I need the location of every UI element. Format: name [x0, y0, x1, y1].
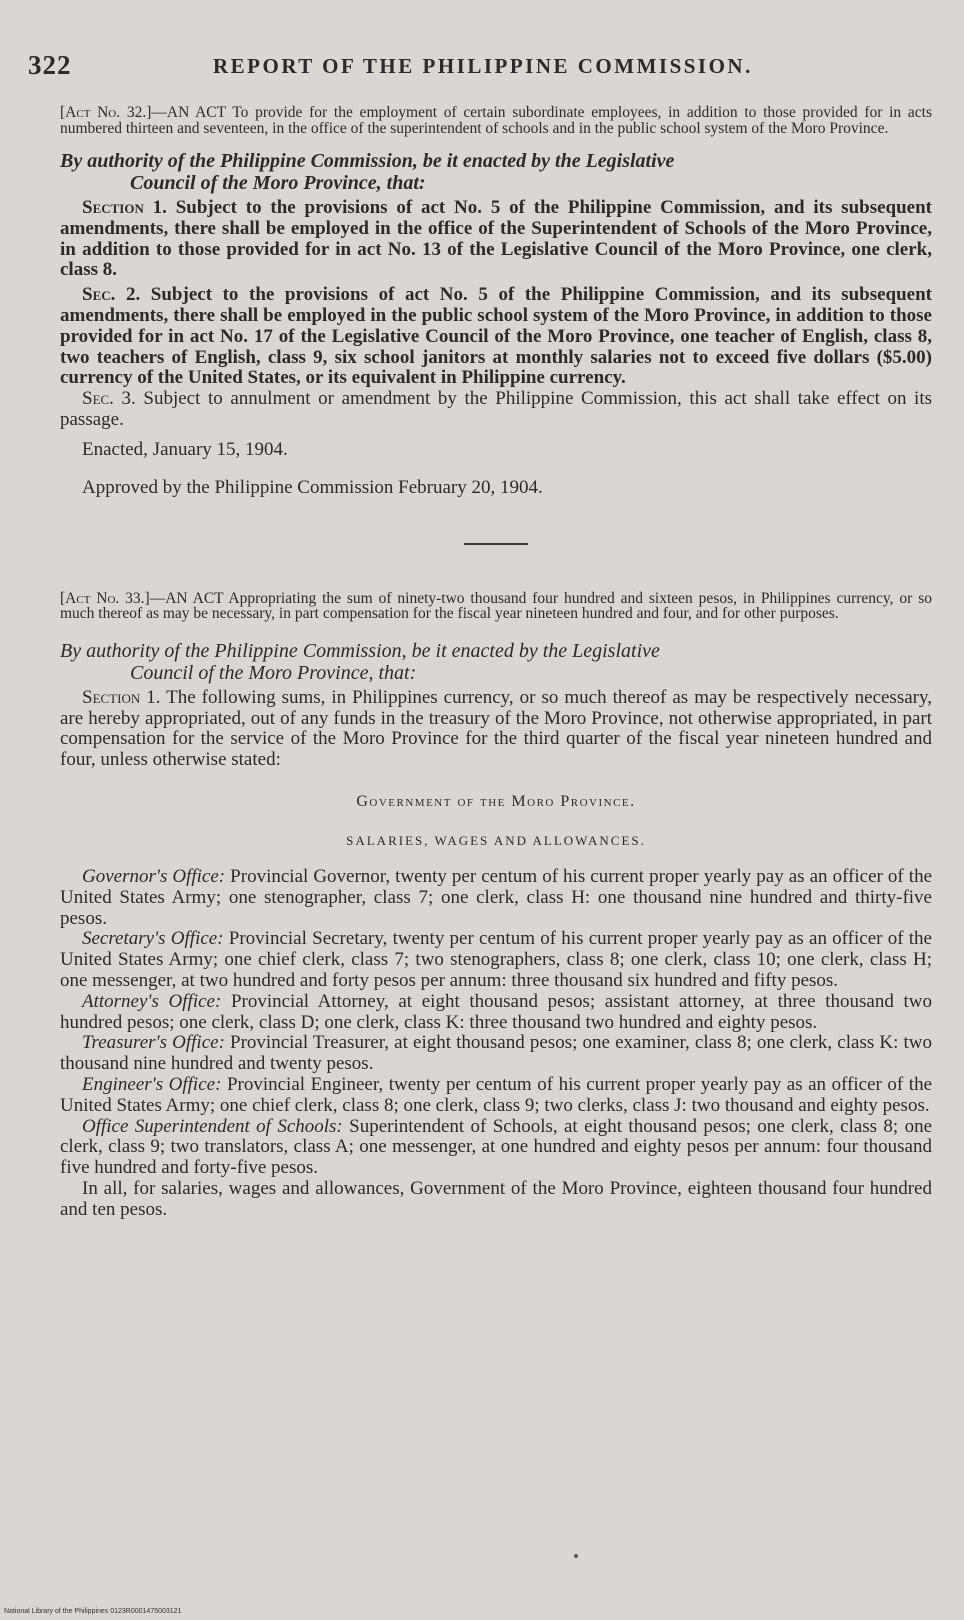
office-label: Engineer's Office:: [82, 1073, 222, 1095]
act32-section-3: [60, 389, 932, 431]
act32-sec1-text: Subject to the provisions of act No. 5 of the Philippine Commission, and its subsequent amendments, there shall be employed in the office of the Superintendent of Schools of the Moro Province, in addition to those provided for in act No. 13 of the Legislative Council of the Moro Province, one clerk, class 8.: [60, 197, 933, 281]
office-text: Provincial Treasurer, at eight thousand pesos; one examiner, class 8; one clerk, class K: two thousand nine hundred and twenty pesos.: [60, 1032, 932, 1075]
list-item: [60, 867, 932, 929]
act32-section-1: [60, 198, 932, 281]
act33-number: [Act No. 33.]: [60, 589, 150, 607]
act32-sec3-label: Sec. 3.: [82, 388, 136, 410]
act32-sec1-label: Section 1.: [82, 197, 167, 218]
act33-section-1: [60, 688, 932, 771]
appropriation-list: [60, 867, 932, 1221]
act32-enacting-clause: [60, 150, 932, 194]
act32-sec3-text: Subject to annulment or amendment by the Philippine Commission, this act shall take effect on its passage.: [60, 388, 932, 430]
page-body: [60, 105, 932, 1221]
act33-sec1-text: The following sums, in Philippines currency, or so much thereof as may be respectively necessary, are hereby appropriated, out of any funds in the treasury of the Moro Province, not otherwise appropriated, in part compensation for the service of the Moro Province for the third quarter of the fiscal year nineteen hundred and four, unless otherwise stated:: [60, 686, 932, 771]
act32-sec2-label: Sec. 2.: [82, 284, 141, 306]
act32-enacting-line1: By authority of the Philippine Commission, be it enacted by the Legislative: [60, 150, 675, 172]
office-label: Secretary's Office:: [82, 928, 224, 950]
act32-caption: [60, 105, 932, 136]
act32-enacting-line2: Council of the Moro Province, that:: [130, 172, 426, 194]
office-label: Governor's Office:: [82, 865, 226, 887]
section-divider: [464, 543, 528, 545]
list-item: [60, 929, 932, 991]
act33-title: —AN ACT Appropriating the sum of ninety-two thousand four hundred and sixteen pesos, in Philippines currency, or so much thereof as may be necessary, in part compensation for the fiscal year nineteen hundred and four, and for other purposes.: [60, 589, 932, 623]
list-item: [60, 1117, 932, 1179]
list-item: [60, 1075, 932, 1117]
office-text: Provincial Governor, twenty per centum of his current proper yearly pay as an officer of the United States Army; one stenographer, class 7; one clerk, class H: one thousand nine hundred and thirty-five pesos.: [60, 865, 932, 929]
office-text: Provincial Attorney, at eight thousand pesos; assistant attorney, at three thousand two hundred pesos; one clerk, class D; one clerk, class K: three thousand two hundred and eighty pesos.: [60, 990, 932, 1033]
office-label: Office Superintendent of Schools:: [82, 1115, 343, 1137]
page-number: 322: [28, 50, 72, 80]
act32-approved: Approved by the Philippine Commission February 20, 1904.: [82, 476, 543, 498]
running-head: REPORT OF THE PHILIPPINE COMMISSION.: [213, 54, 753, 78]
office-label: Treasurer's Office:: [82, 1032, 225, 1054]
act33-enacting-clause: [60, 640, 932, 684]
act32-title: —AN ACT To provide for the employment of certain subordinate employees, in addition to those provided for in acts numbered thirteen and seventeen, in the office of the superintendent of schools and in the public school system of the Moro Province.: [60, 104, 932, 137]
act33-sec1-label: Section 1.: [82, 686, 161, 708]
act32-enacted: Enacted, January 15, 1904.: [82, 438, 288, 460]
scan-footer: National Library of the Philippines 0123R0001475003121: [4, 1608, 182, 1615]
office-text: Superintendent of Schools, at eight thousand pesos; one clerk, class 8; one clerk, class 9; two translators, class A; one messenger, at one hundred and eighty pesos per annum: four thousand five hundred and forty-five pesos.: [60, 1115, 933, 1179]
office-text: Provincial Secretary, twenty per centum of his current proper yearly pay as an officer of the United States Army; one chief clerk, class 7; two stenographers, class 8; one clerk, class 10; one clerk, class H; one messenger, at two hundred and forty pesos per annum: three thousand six hundred and fifty pesos.: [60, 928, 932, 991]
act33-enacting-line2: Council of the Moro Province, that:: [130, 661, 417, 684]
list-item: [60, 1033, 932, 1075]
act33-enacting-line1: By authority of the Philippine Commission, be it enacted by the Legislative: [60, 639, 660, 662]
appropriation-total: In all, for salaries, wages and allowances, Government of the Moro Province, eighteen thousand four hundred and ten pesos.: [60, 1177, 932, 1220]
act32-number: [Act No. 32.]: [60, 104, 152, 121]
list-item: [60, 992, 932, 1034]
act33-caption: [60, 591, 932, 622]
office-text: Provincial Engineer, twenty per centum of his current proper yearly pay as an officer of the United States Army; one chief clerk, class 8; one clerk, class 9; two clerks, class J: two thousand and eighty pesos.: [60, 1073, 933, 1116]
heading-salaries: SALARIES, WAGES AND ALLOWANCES.: [346, 832, 646, 848]
heading-government: Government of the Moro Province.: [356, 792, 636, 810]
act32-sec2-text: Subject to the provisions of act No. 5 of the Philippine Commission, and its subsequent amendments, there shall be employed in the public school system of the Moro Province, in addition to those provided for in act No. 17 of the Legislative Council of the Moro Province, one teacher of English, class 8, two teachers of English, class 9, six school janitors at monthly salaries not to exceed five dollars ($5.00) currency of the United States, or its equivalent in Philippine currency.: [60, 284, 932, 389]
act32-section-2: [60, 285, 932, 389]
page-header: [28, 50, 908, 80]
page-mark-dot: [574, 1554, 578, 1558]
office-label: Attorney's Office:: [82, 990, 222, 1012]
